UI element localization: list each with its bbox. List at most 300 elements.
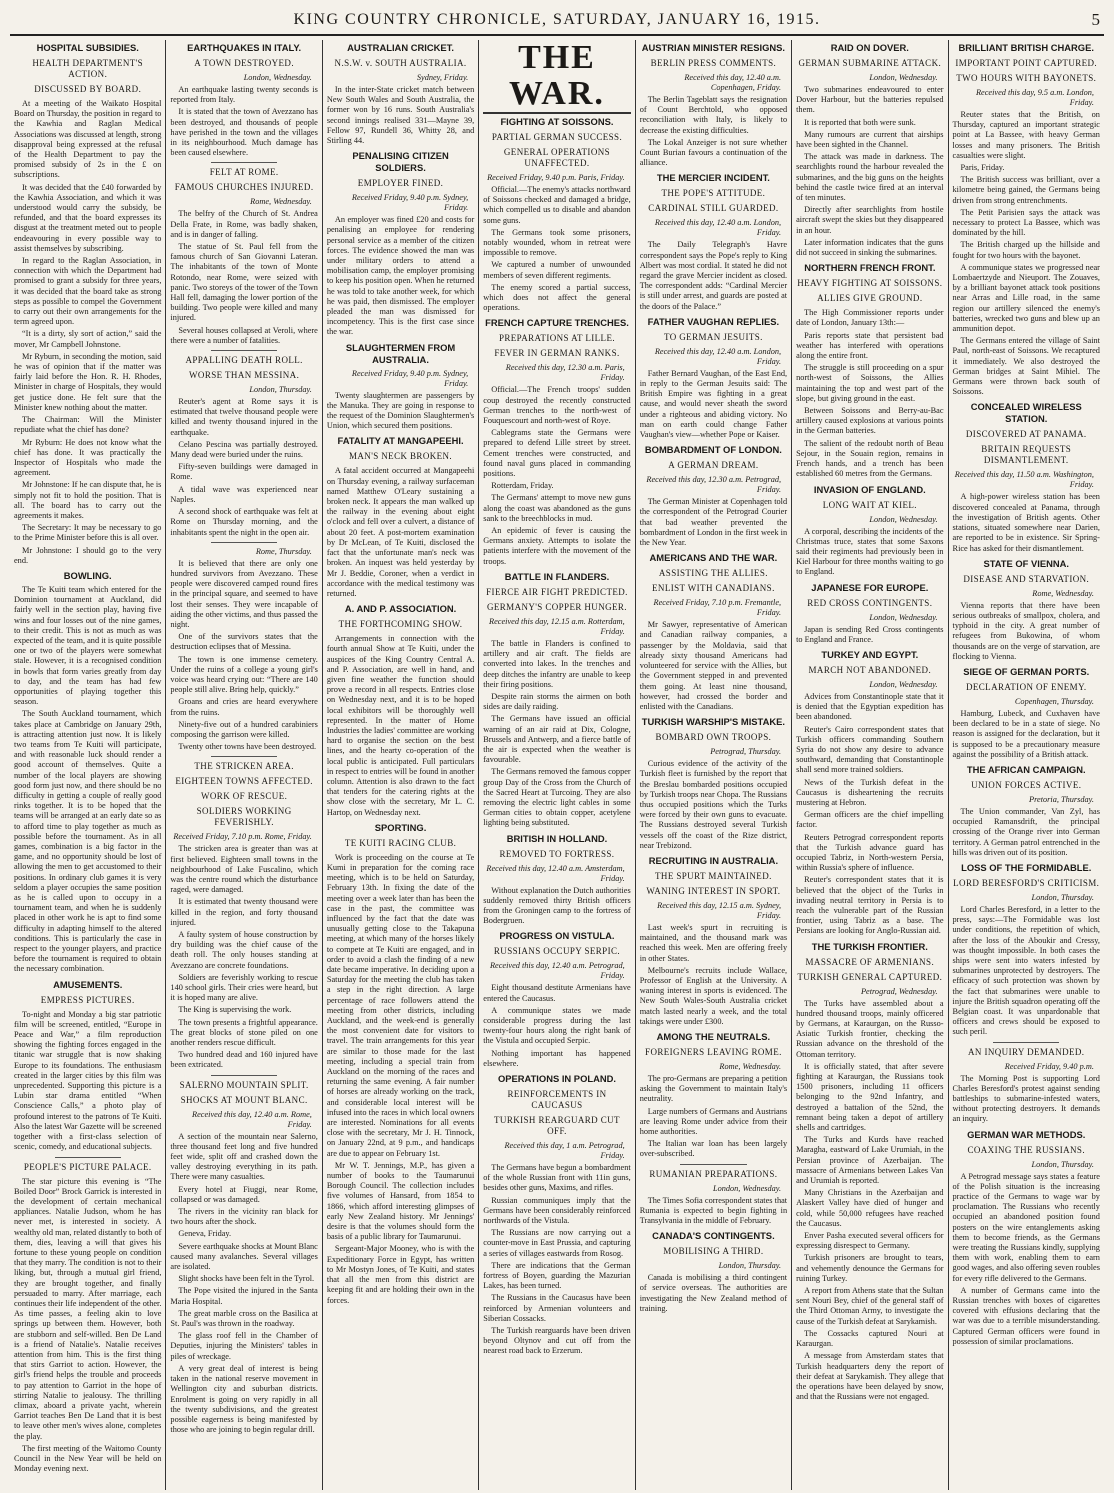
article — [483, 1073, 630, 1357]
body-paragraph: Arrangements in connection with the fourth annual Show at Te Kuiti, under the auspices of the King Country Central A. and P. Association, are well in hand, and given fine weather the function should prove a record in all respects. Entries close on Wednesday next, and it is to be hoped local exhibitors will be thoroughly well represented. In the matter of Home Industries the ladies' committee are working hard to organise the section on the best lines, and the hearty co-operation of the local public is anticipated. Full particulars in respect to entries will be found in another column. Attention is also drawn to the fact that tenders for the catering rights at the show close with the secretary, Mr L. C. Hartop, on Wednesday next. — [326, 634, 475, 817]
body-paragraph: Russian communiques imply that the Germans have been considerably reinforced northwards of the Vistula. — [483, 1195, 631, 1225]
body-paragraph: A very great deal of interest is being taken in the national reserve movement in Wellington city and suburban districts. Enrolment is going on very rapidly in all the twenty subdivisions, and the greatest possible eagerness is being manifested by those who are joining to begin regular drill. — [170, 1363, 318, 1435]
subheading: FAMOUS CHURCHES INJURED. — [174, 182, 314, 193]
body-paragraph: Without explanation the Dutch authorities suddenly removed thirty British officers from the Groningen camp to the fortress of Bodergruen. — [483, 885, 631, 926]
body-paragraph: Reuter's agent at Rome says it is estimated that twelve thousand people were killed and twenty thousand injured in the earthquake. — [170, 397, 318, 437]
headline: GERMAN WAR METHODS. — [967, 1128, 1086, 1140]
subheading: THE STRICKEN AREA. — [194, 761, 294, 772]
dateline: London, Thursday. — [1031, 892, 1094, 902]
subheading: LORD BERESFORD'S CRITICISM. — [953, 877, 1100, 888]
body-paragraph: In the inter-State cricket match between New South Wales and South Australia, the former won by 16 runs. South Australia's second innings realised 331—Mayne 39, Fellow 97, Rundell 36, Whitty 28, and Stirling 44. — [326, 85, 475, 146]
body-paragraph: The rivers in the vicinity ran black for two hours after the shock. — [170, 1207, 318, 1227]
body-paragraph: Despite rain storms the airmen on both sides are daily raiding. — [483, 691, 631, 712]
subheading: FIERCE AIR FIGHT PREDICTED. — [486, 586, 628, 597]
masthead — [10, 8, 1104, 36]
body-paragraph: Father Bernard Vaughan, of the East End, in reply to the German Jesuits said: The British Empire was fighting in a great cause, and would never sheath the sword under a righteous and abiding victory. No man on earth could change Father Vaughan's view—whether Pope or Kaiser. — [639, 368, 788, 440]
dateline: Petrograd, Thursday. — [710, 747, 782, 757]
subheading: GERMAN SUBMARINE ATTACK. — [798, 58, 942, 68]
headline: SIEGE OF GERMAN PORTS. — [963, 665, 1090, 677]
subheading: PREPARATIONS AT LILLE. — [498, 333, 616, 344]
article — [953, 558, 1100, 662]
body-paragraph: Two submarines endeavoured to enter Dover Harbour, but the batteries repulsed them. — [796, 85, 944, 115]
headline: THE MERCIER INCIDENT. — [656, 172, 770, 184]
subheading: THE SPURT MAINTAINED. — [655, 870, 772, 881]
body-paragraph: Later information indicates that the guns did not succeed in sinking the submarines. — [796, 237, 944, 258]
headline: INVASION OF ENGLAND. — [813, 483, 926, 495]
body-paragraph: Severe earthquake shocks at Mount Blanc caused many avalanches. Several villages are isolated. — [170, 1241, 318, 1272]
headline: TURKISH WARSHIP'S MISTAKE. — [641, 716, 785, 728]
section-title: THE WAR. — [483, 40, 630, 114]
subheading: TURKISH GENERAL CAPTURED. — [797, 971, 943, 982]
columns-container — [10, 40, 1104, 1490]
dateline: Rome, Thursday. — [255, 546, 312, 556]
subheading: REMOVED TO FORTRESS. — [499, 848, 615, 859]
body-paragraph: A communique states we progressed near Lombaertzyde and Nieuport. The Zouaves, by a brilliant bayonet attack took positions near Arras and Lille road, in the same region our artillery silenced the enemy's batteries, wrecked two guns and blew up an ammunition depot. — [952, 262, 1100, 334]
article — [796, 649, 943, 937]
article — [953, 1129, 1100, 1347]
dateline: Pretoria, Thursday. — [1029, 794, 1094, 804]
headline: FATALITY AT MANGAPEEHI. — [337, 435, 464, 447]
body-paragraph: Paris reports state that persistent bad weather has interfered with operations along the entire front. — [796, 330, 944, 361]
body-paragraph: The Germans have begun a bombardment of the whole Russian front with 11in guns, besides other guns, Maxims, and rifles. — [483, 1162, 631, 1193]
dateline: London, Wednesday. — [712, 1183, 782, 1193]
headline: FIGHTING AT SOISSONS. — [500, 116, 614, 127]
subheading: BOMBARD OWN TROOPS. — [655, 732, 772, 743]
body-paragraph: The statue of St. Paul fell from the famous church of San Giovanni Lateran. The inhabitants of the town of Monte Rotondo, near Rome, were seized with panic. Two storeys of the tower of the Town Hall fell, damaging the lower portion of the building. Two people were killed and many injured. — [170, 242, 318, 323]
dateline: Rome, Wednesday. — [1032, 588, 1094, 598]
headline: TURKEY AND EGYPT. — [821, 648, 919, 660]
body-paragraph: Fifty-seven buildings were damaged in Rome. — [170, 462, 318, 482]
headline: BOMBARDMENT OF LONDON. — [644, 444, 782, 456]
body-paragraph: Two hundred dead and 160 injured have been extricated. — [170, 1050, 318, 1070]
article — [327, 42, 474, 146]
subheading: ASSISTING THE ALLIES. — [658, 568, 768, 579]
body-paragraph: An earthquake lasting twenty seconds is reported from Italy. — [170, 85, 318, 105]
body-paragraph: Official.—The enemy's attacks northward of Soissons checked and damaged a bridge, which compelled us to disable and abandon some guns. — [483, 185, 631, 225]
subheading: CARDINAL STILL GUARDED. — [648, 203, 779, 214]
body-paragraph: Soldiers are feverishly working to rescue 140 school girls. Their cries were heard, but it is hoped many are alive. — [170, 972, 318, 1003]
body-paragraph: It is believed that there are only one hundred survivors from Avezzano. These people were discovered camped round fires in the principal square, and seemed to have lost their senses. They were incapable of aiding the other victims, and thus passed the night. — [170, 558, 318, 629]
body-paragraph: The Morning Post is supporting Lord Charles Beresford's protest against sending battleships to submarine-infested waters, without protecting destroyers. It demands an inquiry. — [952, 1073, 1100, 1124]
column — [479, 40, 635, 1490]
article — [170, 350, 317, 538]
body-paragraph: It is reported that both were sunk. — [804, 117, 916, 127]
subheading: FEVER IN GERMAN RANKS. — [494, 348, 620, 359]
body-paragraph: The Russians in the Caucasus have been reinforced by Armenian volunteers and Siberian Cossacks. — [483, 1293, 631, 1323]
body-paragraph: Directly after searchlights from hostile aircraft swept the skies but they disappeared in an hour. — [796, 205, 944, 235]
body-paragraph: Several houses collapsed at Veroli, where there were a number of fatalities. — [170, 325, 318, 345]
dateline: Received this day, 12.40 a.m. Copenhagen, Friday. — [684, 73, 782, 92]
subheading: N.S.W. v. SOUTH AUSTRALIA. — [334, 58, 467, 68]
subheading: PARTIAL GERMAN SUCCESS. — [491, 132, 623, 142]
body-paragraph: The British success was brilliant, over a kilometre being gained, the Germans being driven from strong entrenchments. — [952, 175, 1100, 205]
body-paragraph: Reuter states that the British, on Thursday, captured an important strategic point at La Bassee, with heavy German losses and many prisoners. The British casualties were slight. — [952, 110, 1100, 160]
body-paragraph: The Turks have assembled about a hundred thousand troops, mainly officered by Germans, at Karaurgan, on the Russo-Asiatic Turkish frontier, checking the Russian advance on the threshold of the Ottoman territory. — [796, 998, 944, 1059]
body-paragraph: Groans and cries are heard everywhere from the ruins. — [170, 697, 318, 717]
body-paragraph: The Turks and Kurds have reached Maragha, eastward of Lake Urumiah, in the Persian province of Azerbaijan. The massacre of Armenians between Lakes Van and Urumiah is reported. — [796, 1135, 944, 1186]
article — [327, 603, 474, 818]
subheading: PEOPLE'S PICTURE PALACE. — [23, 1161, 152, 1172]
body-paragraph: Lord Charles Beresford, in a letter to the press, says:—The Formidable was lost under conditions, the repetition of which, after the loss of the Aboukir and Cressy, was thought impossible. In both cases the ships were sent into waters infested by submarines unprotected by destroyers. The efficacy of such protection was shown by the fact that submarines were unable to injure the British squadron operating off the Belgian coast. It was unpardonable that officers and crews should be exposed to such peril. — [952, 904, 1100, 1037]
dateline: Sydney, Friday. — [416, 73, 469, 82]
body-paragraph: Work is proceeding on the course at Te Kumi in preparation for the coming race meeting, which is to be held on Saturday, February 13th. In fixing the date of the meeting over a week later than has been the case in the past, the committee was influenced by the fact that the date was unusually getting close to the Takapuna meeting, at which many of the horses likely to compete at Te Kuiti are engaged, and in order to avoid a clash the finding of a new date became imperative. In deciding upon a Saturday for the meeting the club has taken a step in the right direction. A large percentage of race followers attend the meeting from other districts, including Auckland, and the week-end is generally the most convenient date for visitors to travel. The train arrangements for this year are similar to those made for the last meeting, including a special train from Auckland on the morning of the races and returning the same evening. A fair number of horses are already working on the track, and considerable local interest will be infused into the races in which local owners are interested. Nominations for all events close with the secretary, Mr J. H. Tinnock, on January 22nd, at 9 p.m., and handicaps are due to appear on February 1st. — [326, 852, 475, 1158]
divider — [680, 1164, 746, 1165]
body-paragraph: Canada is mobilising a third contingent of service overseas. The authorities are investigating the New Zealand method of training. — [639, 1273, 788, 1313]
body-paragraph: The pro-Germans are preparing a petition asking the Government to maintain Italy's neutrality. — [639, 1073, 788, 1104]
article — [170, 542, 317, 753]
article — [483, 317, 630, 566]
headline: AMUSEMENTS. — [53, 978, 123, 990]
dateline: Received this day, 12.30 a.m. Paris, Friday. — [505, 363, 625, 383]
column — [166, 40, 322, 1490]
dateline: Received Friday, 9.40 p.m. Sydney, Friday. — [351, 193, 469, 213]
dateline: Copenhagen, Thursday. — [1014, 696, 1094, 706]
body-paragraph: Vienna reports that there have been serious outbreaks of smallpox, cholera, and typhoid in the city. A great number of refugees from Bukowina, of whom thousands are on the verge of starvation, are flocking to Vienna. — [952, 600, 1100, 661]
headline: PROGRESS ON VISTULA. — [499, 930, 615, 942]
subheading: MASSACRE OF ARMENIANS. — [805, 956, 935, 967]
body-paragraph: The Union commander, Van Zyl, has occupied Ramansdrift, the principal crossing of the Orange river into German territory. A German patrol entrenched in the hills was driven out of its position. — [952, 806, 1100, 857]
subheading: SALERNO MOUNTAIN SPLIT. — [179, 1079, 309, 1090]
body-paragraph: Rotterdam, Friday. — [491, 481, 554, 491]
body-paragraph: Sergeant-Major Mooney, who is with the Expeditionary Force in Egypt, has written to Mr Mostyn Jones, of Te Kuiti, and states that all the men from this district are keeping fit and are holding their own in the forces. — [326, 1244, 475, 1305]
article — [640, 552, 787, 712]
body-paragraph: The King is supervising the work. — [178, 1005, 292, 1015]
dateline: Petrograd, Wednesday. — [860, 986, 938, 996]
body-paragraph: A number of Germans came into the Russian trenches with boxes of cigarettes covered with effusions declaring that the war was due to a terrible misunderstanding. Captured German officers were found in possession of similar proclamations. — [952, 1285, 1100, 1346]
headline: RAID ON DOVER. — [830, 42, 909, 53]
subheading: DISCUSSED BY BOARD. — [34, 84, 142, 94]
body-paragraph: The attack was made in darkness. The searchlights round the harbour revealed the submarines, and the big guns on the heights behind the castle twice fired at an interval of ten minutes. — [796, 152, 944, 203]
dateline: London, Wednesday. — [243, 73, 312, 82]
body-paragraph: The star picture this evening is “The Boiled Door” Brock Garrick is interested in the development of certain mechanical appliances. Natalie Judson, whom he has never met, is interested in society. A wealthy old man, related distantly to both of them, dies, leaving a will that gives his fortune to these young people on condition that they marry. The condition is not to their liking, but, through a mutual girl friend, they are brought together, and finally persuaded to marry. After marriage, each continues their life independent of the other. As time passes, a feeling akin to love springs up between them. However, both are stubborn and self-willed. Ben De Land is a friend of Natalie's. Natalie receives attention from him. This is the first thing that stirs Garriot to action. However, the girl's friend helps the trouble and proceeds to pay attention to Garriot in the hope of stirring Natalie to jealousy. The thrilling climax, aboard a private yacht, wherein Garriot teaches Ben De Land that it is best to leave other men's wives alone, completes the play. — [14, 1176, 162, 1441]
headline: AUSTRIAN MINISTER RESIGNS. — [641, 42, 786, 53]
body-paragraph: Official.—The French troops' sudden coup destroyed the recently constructed German trenches to the north-west of Fouquescourt and north-west of Roye. — [483, 385, 631, 426]
headline: AMONG THE NEUTRALS. — [656, 1030, 771, 1042]
body-paragraph: The Germans' attempt to move new guns along the coast was abandoned as the guns sank to the breechblocks in mud. — [483, 493, 631, 523]
article — [640, 1031, 787, 1160]
article — [14, 1157, 161, 1475]
divider — [211, 756, 277, 757]
subheading: RUSSIANS OCCUPY SERPIC. — [493, 946, 621, 957]
subheading: ENLIST WITH CANADIANS. — [652, 583, 775, 594]
dateline: Rome, Wednesday. — [719, 1061, 782, 1071]
subheading: SOLDIERS WORKING FEVERISHLY. — [196, 806, 292, 828]
headline: SPORTING. — [374, 821, 427, 833]
headline: THE TURKISH FRONTIER. — [811, 940, 928, 952]
headline: A. AND P. ASSOCIATION. — [344, 603, 457, 615]
body-paragraph: Reuter's Cairo correspondent states that Turkish officers commanding Southern Syria do not show any desire to advance southward, demanding that Constantinople shall send more trained soldiers. — [796, 724, 944, 775]
article — [14, 570, 161, 975]
headline: CANADA'S CONTINGENTS. — [652, 1230, 775, 1242]
subheading: APPALLING DEATH ROLL. — [185, 355, 303, 366]
body-paragraph: The Cossacks captured Nouri at Karaurgan. — [796, 1328, 944, 1349]
body-paragraph: The enemy scored a partial success, which does not affect the general operations. — [483, 282, 631, 313]
headline: SLAUGHTERMEN FROM AUSTRALIA. — [345, 341, 456, 365]
headline: RECRUITING IN AUSTRALIA. — [648, 854, 779, 866]
body-paragraph: Advices from Constantinople state that it is denied that the Egyptian expedition has been abandoned. — [796, 691, 944, 722]
article — [170, 756, 317, 1070]
body-paragraph: German officers are the chief impelling factor. — [796, 810, 944, 830]
body-paragraph: To-night and Monday a big star patriotic film will be screened, entitled, “Europe in Peace and War,” a film reproduction showing the fighting forces engaged in the titanic war struggle that is now shaking Europe to its foundations. The enthusiasm created in the larger cities by this film was unprecedented. Supporting this picture is a Lubin star drama entitled “When Conscience Calls,” a photo play of profound interest to the patrons of Te Kuiti. Also the latest War Gazette will be screened together with a first-class selection of scenic, comedy, and educational subjects. — [14, 1009, 162, 1152]
headline: OPERATIONS IN POLAND. — [497, 1072, 616, 1084]
subheading: WANING INTEREST IN SPORT. — [646, 885, 781, 896]
headline: BRITISH IN HOLLAND. — [506, 832, 608, 844]
body-paragraph: The Germans removed the famous copper group Day of the Cross from the Church of the Sacred Heart at Turcoing. They are also removing the electric light cables in some German cities to obtain copper, acetylene lighting being substituted. — [483, 767, 631, 828]
subheading: DISEASE AND STARVATION. — [963, 573, 1090, 584]
dateline: Received Friday, 9.40 p.m. — [1004, 1061, 1094, 1071]
dateline: Received this day, 11.50 a.m. Washington, Friday. — [954, 470, 1094, 490]
body-paragraph: The stricken area is greater than was at first believed. Eighteen small towns in the neighbourhood of Lake Fuscalino, which was the centre round which the disturbance raged, were damaged. — [170, 844, 318, 895]
body-paragraph: Mr W. T. Jennings, M.P., has given a number of books to the Taumarunui Borough Council. The collection includes five volumes of Hansard, from 1854 to 1866, which afford interesting glimpses of early New Zealand history. Mr Jennings' desire is that the volumes should form the basis of a public library for Taumarunui. — [326, 1160, 475, 1242]
dateline: London, Wednesday. — [869, 679, 938, 689]
article — [953, 862, 1100, 1038]
headline: LOSS OF THE FORMIDABLE. — [961, 861, 1092, 873]
dateline: London, Thursday. — [718, 1261, 782, 1271]
dateline: Received this day, 12.40 a.m. Amsterdam, Friday. — [486, 863, 625, 883]
subheading: HEALTH DEPARTMENT'S ACTION. — [32, 58, 144, 79]
body-paragraph: The salient of the redoubt north of Beau Sejour, in the Souain region, remains in French hands, and a trench has been established 60 metres from the Germans. — [796, 438, 944, 479]
headline: BOWLING. — [63, 569, 112, 581]
headline: PENALISING CITIZEN SOLDIERS. — [352, 150, 449, 174]
body-paragraph: There are indications that the German fortress of Boyen, guarding the Mazurian Lakes, has been turned. — [483, 1260, 631, 1291]
body-paragraph: Hamburg, Lubeck, and Cuxhaven have been declared to be in a state of siege. No reason is assigned for the declaration, but it is supposed to be a precautionary measure against the possibility of a British attack. — [952, 708, 1100, 759]
body-paragraph: The Lokal Anzeiger is not sure whether Count Burian favours a continuation of the alliance. — [639, 137, 788, 168]
body-paragraph: The Te Kuiti team which entered for the Dominion tournament at Auckland, did fairly well in the section play, having five wins and four losses out of the nine games, to their credit. This is not as much as was expected of the team, and it is quite possible one or two of the players were somewhat stale. However, it is a recognised condition in bowls that form varies greatly from day to day, and the team has had few opportunities of playing together this season. — [14, 584, 162, 707]
body-paragraph: One of the survivors states that the destruction eclipses that of Messina. — [170, 632, 318, 652]
subheading: WORK OF RESCUE. — [201, 791, 288, 802]
divider — [55, 1157, 121, 1158]
body-paragraph: The Chairman: Will the Minister repudiate what the chief has done? — [14, 415, 162, 435]
dateline: Received this day, 12.40 a.m. London, Friday. — [654, 218, 782, 238]
dateline: Received this day, 12.40 a.m. Rome, Friday. — [192, 1109, 312, 1129]
body-paragraph: A communique states we made considerable progress during the last twenty-four hours along the right bank of the Vistula and occupied Serpic. — [483, 1005, 631, 1046]
subheading: UNION FORCES ACTIVE. — [971, 779, 1082, 790]
article — [483, 833, 630, 927]
dateline: Received this day, 12.40 a.m. London, Friday. — [654, 346, 782, 366]
body-paragraph: It is stated that the town of Avezzano has been destroyed, and thousands of people have perished in the town and the villages in its neighbourhood. Much damage has been caused elsewhere. — [170, 107, 318, 158]
body-paragraph: Reuter's correspondent states that it is believed that the object of the Turks in invading neutral territory in Persia is to reach the vulnerable part of the Russian frontier, using Tabriz as a base. The Persians are looking for Anglo-Russian aid. — [796, 875, 944, 936]
subheading: IMPORTANT POINT CAPTURED. — [955, 58, 1098, 68]
column — [10, 40, 166, 1490]
headline: AUSTRALIAN CRICKET. — [347, 42, 454, 53]
article — [640, 444, 787, 548]
subheading: RED CROSS CONTINGENTS. — [807, 597, 933, 608]
body-paragraph: Enver Pasha executed several officers for expressing disrespect to Germany. — [796, 1231, 944, 1251]
article — [953, 401, 1100, 553]
body-paragraph: The Pope visited the injured in the Santa Maria Hospital. — [170, 1286, 318, 1306]
body-paragraph: At a meeting of the Waikato Hospital Board on Thursday, the position in regard to the Kawhia and Raglan Medical Associations was discussed at length, strong disapproval being expressed at the refusal of the Health Department to pay the promised subsidy of 2s in the £ on subscriptions. — [14, 99, 162, 180]
article — [796, 42, 943, 258]
column — [949, 40, 1104, 1490]
article — [483, 40, 630, 313]
masthead-title: KING COUNTRY CHRONICLE, SATURDAY, JANUARY 16, 1915. — [293, 11, 821, 28]
subheading: DISCOVERED AT PANAMA. — [965, 429, 1087, 440]
body-paragraph: The Germans took some prisoners, notably wounded, whom in retreat were impossible to remove. — [483, 227, 631, 258]
article — [953, 1042, 1100, 1125]
article — [640, 42, 787, 168]
dateline: Received Friday, 7.10 p.m. Fremantle, Friday. — [653, 598, 782, 618]
subheading: EIGHTEEN TOWNS AFFECTED. — [175, 776, 313, 787]
article — [640, 1164, 787, 1227]
column — [323, 40, 479, 1490]
subheading: BERLIN PRESS COMMENTS. — [650, 58, 777, 68]
body-paragraph: The Berlin Tageblatt says the resignation of Count Berchtold, who opposed reconciliation with Italy, is likely to decrease the existing difficulties. — [639, 95, 788, 135]
body-paragraph: A faulty system of house construction by dry building was the chief cause of the death roll. The only houses standing at Avezzano are concrete foundations. — [170, 929, 318, 970]
body-paragraph: The High Commissioner reports under date of London, January 13th:— — [796, 308, 944, 328]
body-paragraph: Turkish prisoners are brought to tears, and vehemently denounce the Germans for ruining Turkey. — [796, 1253, 944, 1283]
body-paragraph: The town presents a frightful appearance. The great blocks of stone piled on one another renders rescue difficult. — [170, 1017, 318, 1048]
article — [327, 822, 474, 1306]
subheading: EMPRESS PICTURES. — [40, 994, 135, 1005]
body-paragraph: The glass roof fell in the Chamber of Deputies, injuring the Ministers' tables in piles of wreckage. — [170, 1331, 318, 1361]
body-paragraph: Mr Johnstone: I should go to the very end. — [14, 545, 162, 565]
dateline: Received this day, 1 a.m. Petrograd, Friday. — [504, 1140, 625, 1160]
body-paragraph: Every hotel at Fiuggi, near Rome, collapsed or was damaged. — [170, 1184, 318, 1204]
article — [483, 930, 630, 1069]
subheading: TO GERMAN JESUITS. — [664, 331, 763, 342]
body-paragraph: Ninety-five out of a hundred carabiniers composing the garrison were killed. — [170, 719, 318, 739]
page-number: 5 — [1091, 10, 1100, 29]
subheading: GENERAL OPERATIONS UNAFFECTED. — [503, 147, 611, 168]
dateline: Received this day, 12.30 a.m. Petrograd, Friday. — [646, 475, 782, 495]
subheading: MOBILISING A THIRD. — [663, 1246, 764, 1257]
subheading: THE FORTHCOMING SHOW. — [338, 619, 463, 630]
subheading: FOREIGNERS LEAVING ROME. — [645, 1046, 782, 1057]
body-paragraph: Eight thousand destitute Armenians have entered the Caucasus. — [483, 983, 631, 1003]
body-paragraph: A tidal wave was experienced near Naples. — [170, 484, 318, 504]
subheading: AN INQUIRY DEMANDED. — [968, 1046, 1085, 1057]
dateline: London, Wednesday. — [869, 514, 938, 524]
body-paragraph: It is officially stated, that after severe fighting at Karaurgan, the Russians took 1500 prisoners, including 11 officers belonging to the 92nd Infantry, and destroyed a battalion of the 52nd, the remnant being taken a depot of artillery shells and cartridges. — [796, 1061, 944, 1133]
article — [796, 484, 943, 578]
subheading: HEAVY FIGHTING AT SOISSONS. — [797, 278, 943, 289]
headline: STATE OF VIENNA. — [983, 557, 1070, 569]
subheading: ALLIES GIVE GROUND. — [817, 293, 923, 304]
body-paragraph: A high-power wireless station has been discovered concealed at Panama, through the investigation of British agents. Other stations, situated somewhere near Darien, are reported to be in existence. Sir Spring-Rice has asked for their dismantlement. — [952, 492, 1100, 553]
body-paragraph: An employer was fined £20 and costs for penalising an employee for rendering personal service as a member of the citizen forces. The evidence showed the man was under military orders to attend a mobilisation camp, the employer promising to keep his position open. When he returned he was told to take another week, for which he was paid, then dismissed. The employer pleaded the man was dismissed for incompetency. This is the first case since the war. — [326, 215, 475, 337]
subheading: EMPLOYER FINED. — [357, 178, 444, 189]
body-paragraph: We captured a number of unwounded members of seven different regiments. — [483, 260, 631, 280]
body-paragraph: Celano Pescina was partially destroyed. Many dead were buried under the ruins. — [170, 439, 318, 460]
article — [640, 716, 787, 851]
dateline: Received this day, 9.5 a.m. London, Friday. — [975, 88, 1094, 107]
body-paragraph: The Secretary: It may be necessary to go to the Prime Minister before this is all over. — [14, 523, 162, 543]
article — [953, 764, 1100, 858]
article — [953, 42, 1100, 397]
body-paragraph: Curious evidence of the activity of the Turkish fleet is furnished by the report that the Breslau bombarded positions occupied by Turkish troops near Chopa. The Russians thus occupied positions which the Turks were forced by their own guns to evacuate. The Russians destroyed several Turkish vessels off the coast of the Rize district, near Trebizond. — [639, 759, 788, 850]
body-paragraph: Nothing important has happened elsewhere. — [483, 1048, 631, 1068]
article — [14, 42, 161, 566]
dateline: London, Wednesday. — [869, 612, 938, 622]
subheading: A GERMAN DREAM. — [668, 460, 759, 471]
headline: NORTHERN FRENCH FRONT. — [804, 262, 936, 274]
body-paragraph: The Italian war loan has been largely over-subscribed. — [639, 1139, 788, 1159]
headline: JAPANESE FOR EUROPE. — [811, 581, 929, 593]
body-paragraph: “It is a dirty, sly sort of action,” said the mover, Mr Campbell Johnstone. — [14, 329, 162, 349]
article — [640, 1230, 787, 1314]
body-paragraph: Many Christians in the Azerbaijan and Alaskert Valley have died of hunger and cold, while 50,000 refugees have reached the Caucasus. — [796, 1188, 944, 1228]
article — [483, 571, 630, 829]
body-paragraph: A message from Amsterdam states that Turkish headquarters deny the report of their defeat at Sarykamish. They allege that the operations have been delayed by snow, and that the Russians were not engaged. — [796, 1351, 944, 1402]
subheading: TE KUITI RACING CLUB. — [344, 837, 457, 848]
body-paragraph: Last week's spurt in recruiting is maintained, and the thousand mark was reached this week. Men are offering freely in other States. — [639, 922, 788, 963]
subheading: COAXING THE RUSSIANS. — [967, 1144, 1085, 1155]
article — [14, 979, 161, 1153]
divider — [211, 542, 277, 543]
subheading: MARCH NOT ABANDONED. — [808, 664, 932, 675]
article — [170, 42, 317, 158]
body-paragraph: Melbourne's recruits include Wallace, Professor of English at the University. A waning interest in sports is evidenced. The New South Wales-South Australia cricket match lasted nearly a week, and the total takings were under £300. — [639, 965, 788, 1026]
subheading: A TOWN DESTROYED. — [194, 58, 294, 68]
body-paragraph: A fatal accident occurred at Mangapeehi on Thursday evening, a railway surfaceman named Matthew O'Leary sustaining a broken neck. It appears the man walked up the railway in the evening about eight o'clock and fell over a culvert, a distance of about 20 feet. A post-mortem examination by Dr McLean, of Te Kuiti, disclosed the fact that the unfortunate man's neck was broken. An inquest was held yesterday by Mr J. Beddie, Coroner, when a verdict in accordance with the medical testimony was returned. — [326, 466, 475, 598]
body-paragraph: A second shock of earthquake was felt at Rome on Thursday morning, and the inhabitants spent the night in the open air. — [170, 507, 318, 537]
dateline: Received Friday, 7.10 p.m. Rome, Friday. — [173, 832, 312, 842]
body-paragraph: Mr Johnstone: If he can dispute that, he is simply not fit to hold the position. That is all. The board has to carry out the agreements it makes. — [14, 480, 162, 520]
headline: FATHER VAUGHAN REPLIES. — [647, 315, 780, 327]
body-paragraph: In regard to the Raglan Association, in connection with which the Department had promised to grant a subsidy for three years, it was decided that the board take as strong steps as possible to compel the Government to carry out their own arrangements for the term agreed upon. — [14, 256, 162, 327]
subheading: DECLARATION OF ENEMY. — [965, 681, 1087, 692]
article — [796, 262, 943, 479]
divider — [211, 162, 277, 163]
body-paragraph: The German Minister at Copenhagen told the correspondent of the Petrograd Courier that bad weather prevented the bombardment of London in the first week in the New Year. — [639, 497, 788, 548]
dateline: Received this day, 12.15 a.m. Rotterdam, Friday. — [489, 616, 625, 636]
body-paragraph: The Germans have issued an official warning of an air raid at Dix, Cologne, Brussels and Antwerp, and a fierce battle of the air is expected when the weather is favourable. — [483, 714, 631, 765]
subheading: REINFORCEMENTS IN CAUCASUS — [507, 1088, 607, 1110]
subheading: WORSE THAN MESSINA. — [189, 370, 300, 381]
article — [640, 316, 787, 440]
body-paragraph: Twenty slaughtermen are passengers by the Manuka. They are going in response to the request of the Dominion Slaughtermen's Union, which secured them positions. — [326, 390, 475, 431]
divider — [211, 1075, 277, 1076]
body-paragraph: The first meeting of the Waitomo County Council in the New Year will be held on Monday evening next. — [14, 1443, 162, 1474]
body-paragraph: The Germans entered the village of Saint Paul, north-east of Soissons. We recaptured it immediately. We also destroyed the German bridges at Saint Mihiel. The Germans were thrown back south of Soissons. — [952, 336, 1100, 397]
body-paragraph: The Daily Telegraph's Havre correspondent says the Pope's reply to King Albert was most cordial. It stated he did not regard the grave Mercier incident as closed. The correspondent adds: “Cardinal Mercier is still under arrest, and guards are posted at the doors of the Palace.” — [639, 240, 788, 311]
subheading: GERMANY'S COPPER HUNGER. — [486, 601, 627, 612]
divider — [211, 350, 277, 351]
subheading: TWO HOURS WITH BAYONETS. — [956, 73, 1097, 83]
body-paragraph: The Russians are now carrying out a counter-move in East Prussia, and capturing a series of villages eastwards from Rosog. — [483, 1228, 631, 1258]
body-paragraph: The battle in Flanders is confined to artillery and air craft. The fields are converted into lakes. In the trenches and deep ditches the infantry are unable to keep their firing positions. — [483, 638, 631, 689]
subheading: MAN'S NECK BROKEN. — [349, 451, 453, 462]
body-paragraph: The belfry of the Church of St. Andrea Della Frate, in Rome, was badly shaken, and is in danger of falling. — [170, 209, 318, 239]
body-paragraph: Between Soissons and Berry-au-Bac artillery caused explosions at various points in the German batteries. — [796, 406, 944, 436]
body-paragraph: It is estimated that twenty thousand were killed in the region, and forty thousand injured. — [170, 897, 318, 927]
body-paragraph: Slight shocks have been felt in the Tyrol. — [178, 1274, 315, 1284]
headline: AMERICANS AND THE WAR. — [649, 552, 778, 564]
divider — [993, 1042, 1059, 1043]
article — [640, 172, 787, 311]
body-paragraph: A report from Athens state that the Sultan sent Nouri Bey, chief of the general staff of the Third Ottoman Army, to investigate the cause of the Turkish defeat at Sarykamish. — [796, 1286, 944, 1326]
body-paragraph: The struggle is still proceeding on a spur north-west of Soissons, the Allies maintaining the top and west part of the slope, but giving ground in the east. — [796, 363, 944, 403]
body-paragraph: The Times Sofia correspondent states that Rumania is expected to begin fighting in Transylvania in the middle of February. — [639, 1195, 788, 1225]
body-paragraph: A corporal, describing the incidents of the Christmas truce, states that some Saxons said their regiments had previously been in Kiel Harbour for three months waiting to go to England. — [796, 526, 944, 577]
dateline: Received Friday, 9.40 p.m. Sydney, Friday. — [351, 368, 469, 388]
column — [792, 40, 948, 1490]
body-paragraph: The great marble cross on the Basilica at St. Paul's was thrown in the roadway. — [170, 1308, 318, 1329]
body-paragraph: Large numbers of Germans and Austrians are leaving Rome under advice from their home authorities. — [639, 1106, 788, 1136]
article — [327, 150, 474, 337]
subheading: SHOCKS AT MOUNT BLANC. — [180, 1094, 308, 1105]
body-paragraph: Japan is sending Red Cross contingents to England and France. — [796, 624, 944, 644]
headline: CONCEALED WIRELESS STATION. — [970, 401, 1082, 425]
subheading: THE POPE'S ATTITUDE. — [661, 188, 766, 199]
headline: FRENCH CAPTURE TRENCHES. — [485, 317, 629, 329]
body-paragraph: News of the Turkish defeat in the Caucasus is disheartening the recruits mustering at Hebron. — [796, 777, 944, 807]
dateline: Rome, Wednesday. — [250, 197, 312, 207]
body-paragraph: Mr Ryburn: He does not know what the chief has done. It was practically the Inspector of Hospitals who made the agreement. — [14, 437, 162, 478]
article — [170, 162, 317, 346]
subheading: LONG WAIT AT KIEL. — [822, 499, 917, 510]
dateline: Received this day, 12.40 a.m. Petrograd, Friday. — [489, 961, 625, 981]
